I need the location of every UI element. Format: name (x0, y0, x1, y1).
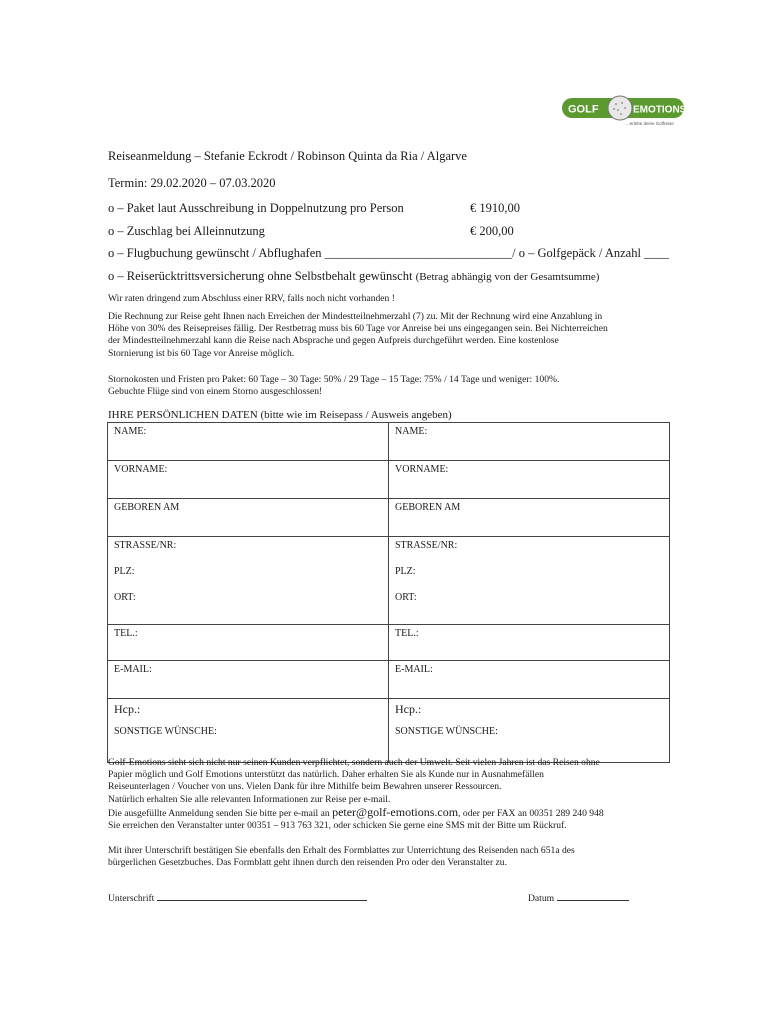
environment-notice (108, 757, 600, 806)
option-single-price: € 200,00 (470, 224, 514, 238)
form-field-label: SONSTIGE WÜNSCHE: (114, 726, 217, 737)
option-package-label: o – Paket laut Ausschreibung in Doppelnutzung pro Person (108, 201, 404, 215)
form-cell-left[interactable] (108, 625, 389, 661)
logo-text-emotions: EMOTIONS (633, 104, 687, 116)
form-cell-right[interactable] (389, 537, 670, 625)
form-field-label: VORNAME: (114, 464, 168, 475)
send-pre: Die ausgefüllte Anmeldung senden Sie bitte per e-mail an (108, 808, 333, 819)
signature-area (108, 893, 367, 905)
env-line: Natürlich erhalten Sie alle relevanten Informationen zur Reise per e-mail. (108, 793, 391, 805)
send-line-1 (108, 806, 604, 820)
date-line[interactable] (557, 900, 629, 901)
option-single-label: o – Zuschlag bei Alleinnutzung (108, 224, 265, 238)
form-field-label: ORT: (395, 592, 417, 603)
payment-line: der Mindestteilnehmerzahl kann die Reise nach Absprache und gegen Aufpreis durchgeführt werden. Eine kostenlose (108, 335, 559, 347)
logo-graphic (560, 94, 690, 128)
form-cell-left[interactable] (108, 661, 389, 699)
confirmation-notice (108, 845, 575, 869)
form-field-label: NAME: (114, 426, 147, 437)
env-line: Reiseunterlagen / Voucher von uns. Vielen Dank für ihre Mithilfe beim Bewahren unserer Ressourcen. (108, 781, 502, 793)
personal-data-heading: IHRE PERSÖNLICHEN DATEN (bitte wie im Reisepass / Ausweis angeben) (108, 409, 452, 421)
form-row (108, 661, 670, 699)
form-row (108, 499, 670, 537)
form-field-label: E-MAIL: (114, 664, 152, 675)
contact-email-link[interactable]: peter@golf-emotions.com (332, 805, 459, 819)
send-post: , oder per FAX an 00351 289 240 948 (458, 808, 604, 819)
form-row (108, 699, 670, 763)
date-label: Datum (528, 893, 555, 904)
form-field-label: TEL.: (395, 628, 419, 639)
form-field-label: GEBOREN AM (395, 502, 461, 513)
logo-text-golf: GOLF (568, 103, 599, 116)
form-field-label: VORNAME: (395, 464, 449, 475)
form-cell-right[interactable] (389, 699, 670, 763)
logo-tagline: ...erlebe deine Golfreise (626, 121, 674, 126)
form-row (108, 461, 670, 499)
signature-label: Unterschrift (108, 893, 155, 904)
form-row (108, 537, 670, 625)
send-line-2: Sie erreichen den Veranstalter unter 00351 – 913 763 321, oder schicken Sie gerne eine SMS mit der Bitte um Rückruf. (108, 820, 567, 832)
form-row (108, 625, 670, 661)
payment-line: Die Rechnung zur Reise geht Ihnen nach Erreichen der Mindestteilnehmerzahl (7) zu. Mit der Rechnung wird eine Anzahlung in (108, 311, 603, 322)
form-field-label: E-MAIL: (395, 664, 433, 675)
payment-line: Stornierung ist bis 60 Tage vor Anreise möglich. (108, 347, 295, 359)
form-cell-left[interactable] (108, 537, 389, 625)
insurance-note: (Betrag abhängig von der Gesamtsumme) (415, 271, 600, 283)
form-cell-right[interactable] (389, 661, 670, 699)
send-instructions (108, 806, 604, 832)
env-line: Papier möglich und Golf Emotions unterstützt das natürlich. Daher erhalten Sie als Kunde nur in Ausnahmefällen (108, 769, 544, 781)
form-field-label: ORT: (114, 592, 136, 603)
payment-line: Höhe von 30% des Reisepreises fällig. Der Restbetrag muss bis 60 Tage vor Anreise bei uns eingegangen sein. Bei Nichterreichen (108, 323, 608, 335)
form-field-label: PLZ: (395, 566, 416, 577)
insurance-line (108, 269, 599, 284)
form-field-label: Hcp.: (114, 702, 141, 716)
storno-line: Stornokosten und Fristen pro Paket: 60 Tage – 30 Tage: 50% / 29 Tage – 15 Tage: 75% / 14 Tage und weniger: 100%. (108, 374, 560, 385)
option-package-price: € 1910,00 (470, 201, 520, 215)
travel-dates: Termin: 29.02.2020 – 07.03.2020 (108, 176, 276, 190)
form-field-label: STRASSE/NR: (114, 540, 177, 551)
form-cell-left[interactable] (108, 461, 389, 499)
form-field-label: TEL.: (114, 628, 138, 639)
form-cell-left[interactable] (108, 699, 389, 763)
form-field-label: SONSTIGE WÜNSCHE: (395, 726, 498, 737)
form-row (108, 423, 670, 461)
form-field-label: Hcp.: (395, 702, 422, 716)
document-title: Reiseanmeldung – Stefanie Eckrodt / Robinson Quinta da Ria / Algarve (108, 149, 467, 163)
personal-data-form (107, 422, 670, 763)
form-cell-left[interactable] (108, 499, 389, 537)
rrv-note: Wir raten dringend zum Abschluss einer RRV, falls noch nicht vorhanden ! (108, 293, 395, 304)
env-line: Golf-Emotions sieht sich nicht nur seinen Kunden verpflichtet, sondern auch der Umwelt. Seit vielen Jahren ist das Reisen ohne (108, 757, 600, 768)
golf-emotions-logo (560, 94, 690, 128)
form-cell-left[interactable] (108, 423, 389, 461)
form-field-label: PLZ: (114, 566, 135, 577)
confirm-line: bürgerlichen Gesetzbuches. Das Formblatt geht ihnen durch den reisenden Pro oder den Veranstalter zu. (108, 857, 507, 869)
insurance-label: o – Reiserücktrittsversicherung ohne Selbstbehalt gewünscht (108, 269, 413, 283)
form-cell-right[interactable] (389, 625, 670, 661)
signature-line[interactable] (157, 900, 367, 901)
form-cell-right[interactable] (389, 499, 670, 537)
cancellation-terms (108, 374, 559, 398)
form-field-label: GEBOREN AM (114, 502, 180, 513)
payment-terms (108, 311, 608, 360)
date-area (528, 893, 629, 905)
form-cell-right[interactable] (389, 461, 670, 499)
option-flight-label: o – Flugbuchung gewünscht / Abflughafen ______________________________/ o – Golfgepäck / Anzahl ____ (108, 246, 670, 260)
form-cell-right[interactable] (389, 423, 670, 461)
confirm-line: Mit ihrer Unterschrift bestätigen Sie ebenfalls den Erhalt des Formblattes zur Unterrichtung des Reisenden nach 651a des (108, 845, 575, 856)
form-field-label: NAME: (395, 426, 428, 437)
form-field-label: STRASSE/NR: (395, 540, 458, 551)
storno-line: Gebuchte Flüge sind von einem Storno ausgeschlossen! (108, 386, 323, 398)
